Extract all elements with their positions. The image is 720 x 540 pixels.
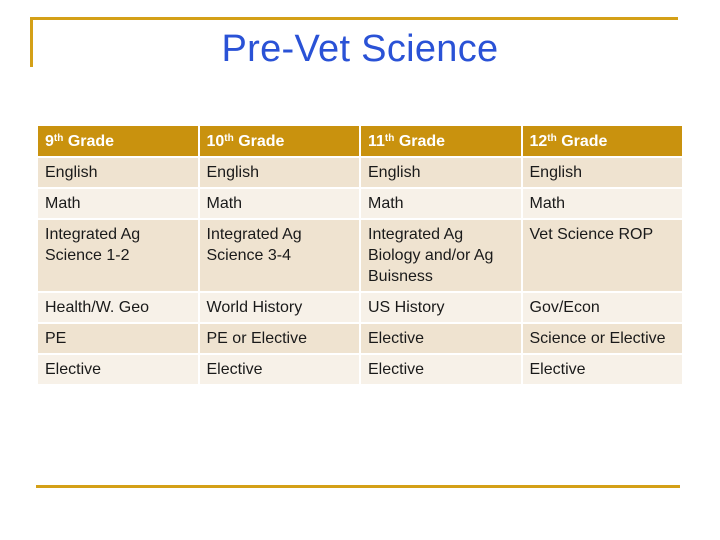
table-cell: Math: [522, 188, 684, 219]
header-12th-grade: 12th Grade: [522, 125, 684, 157]
header-10th-grade: 10th Grade: [199, 125, 361, 157]
table-row: [37, 157, 683, 188]
table-cell: English: [522, 157, 684, 188]
table-cell: English: [199, 157, 361, 188]
table-cell: English: [360, 157, 522, 188]
table-cell: Science or Elective: [522, 323, 684, 354]
table-cell: Gov/Econ: [522, 292, 684, 323]
table-cell: World History: [199, 292, 361, 323]
table-row: [37, 292, 683, 323]
table-cell: English: [37, 157, 199, 188]
table-cell: Health/W. Geo: [37, 292, 199, 323]
header-row: [37, 125, 683, 157]
page-title: Pre-Vet Science: [221, 28, 499, 70]
table-cell: Elective: [37, 354, 199, 385]
table-row: [37, 188, 683, 219]
table-cell: Math: [360, 188, 522, 219]
table-cell: Math: [199, 188, 361, 219]
table-cell: PE or Elective: [199, 323, 361, 354]
table-cell: Integrated Ag Science 3-4: [199, 219, 361, 292]
table-row: [37, 323, 683, 354]
header-11th-grade: 11th Grade: [360, 125, 522, 157]
table-cell: Integrated Ag Biology and/or Ag Buisness: [360, 219, 522, 292]
header-9th-grade: 9th Grade: [37, 125, 199, 157]
table-cell: Elective: [199, 354, 361, 385]
table-cell: US History: [360, 292, 522, 323]
table-cell: PE: [37, 323, 199, 354]
frame-bottom-rule: [36, 485, 680, 488]
frame-top-rule: [30, 17, 678, 20]
table-cell: Elective: [360, 323, 522, 354]
table-row: [37, 354, 683, 385]
table-cell: Elective: [522, 354, 684, 385]
course-schedule-table: [36, 124, 684, 386]
table-cell: Elective: [360, 354, 522, 385]
table-cell: Integrated Ag Science 1-2: [37, 219, 199, 292]
table-cell: Vet Science ROP: [522, 219, 684, 292]
table-row: [37, 219, 683, 292]
table-cell: Math: [37, 188, 199, 219]
